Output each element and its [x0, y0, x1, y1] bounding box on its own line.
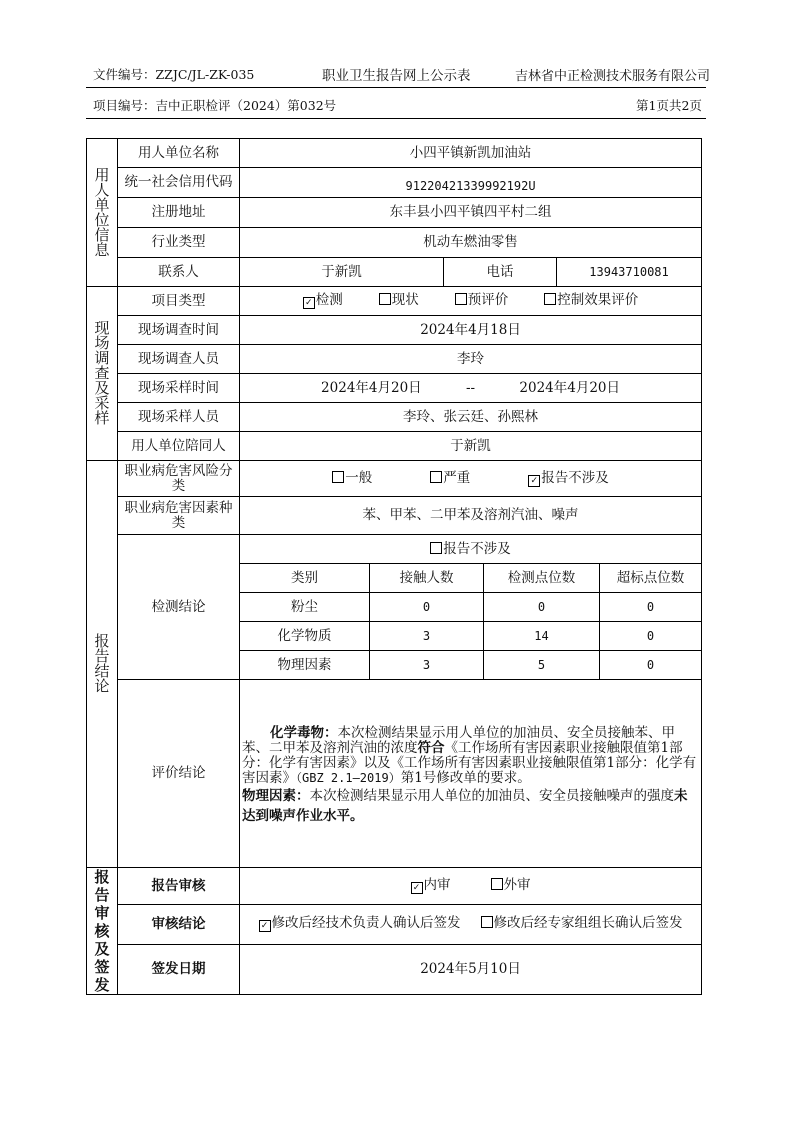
contact-label: 联系人 — [118, 258, 240, 287]
phys-result: 未达到噪声作业水平。 — [242, 787, 688, 824]
checkbox-icon — [455, 293, 467, 305]
phone: 13943710081 — [557, 258, 702, 287]
audit-label: 报告审核 — [118, 868, 240, 905]
sampling-separator: -- — [465, 379, 476, 396]
evaluation-text — [240, 680, 702, 868]
cell-exposed: 3 — [370, 622, 484, 651]
cell-category: 化学物质 — [240, 622, 370, 651]
survey-staff-label: 现场调查人员 — [118, 345, 240, 374]
employer-name-label: 用人单位名称 — [118, 139, 240, 168]
checkbox-icon — [430, 471, 442, 483]
survey-staff: 李玲 — [240, 345, 702, 374]
document-title: 职业卫生报告网上公示表 — [322, 68, 471, 84]
project-type-label: 项目类型 — [118, 287, 240, 316]
col-header-category: 类别 — [240, 564, 370, 593]
survey-group-label: 现 场 调 查 及 采 样 — [87, 287, 118, 461]
checkbox-icon — [491, 878, 503, 890]
sampling-time — [240, 374, 702, 403]
project-type-control-evaluation[interactable]: 控制效果评价 — [544, 293, 638, 308]
project-type-inspection[interactable]: ✓ 检测 — [303, 293, 343, 309]
contact: 于新凯 — [240, 258, 444, 287]
checkbox-icon — [481, 916, 493, 928]
risk-class-label: 职业病危害风险分类 — [118, 461, 240, 497]
checkbox-icon — [379, 293, 391, 305]
detection-not-applicable[interactable]: 报告不涉及 — [240, 535, 702, 564]
credit-code: 91220421339992192U — [240, 168, 702, 198]
industry: 机动车燃油零售 — [240, 228, 702, 258]
company-name: 吉林省中正检测技术服务有限公司 — [515, 69, 711, 84]
cell-points: 5 — [484, 651, 600, 680]
sampling-end: 2024年4月20日 — [519, 379, 621, 396]
conclusion-group-label: 报 告 结 论 — [87, 461, 118, 868]
detection-label: 检测结论 — [118, 535, 240, 680]
evaluation-label: 评价结论 — [118, 680, 240, 868]
industry-label: 行业类型 — [118, 228, 240, 258]
result-expert-lead[interactable]: 修改后经专家组组长确认后签发 — [481, 916, 683, 931]
checked-checkbox-icon: ✓ — [259, 920, 271, 932]
chem-title: 化学毒物： — [270, 724, 338, 741]
sampling-staff: 李玲、张云廷、孙熙林 — [240, 403, 702, 432]
phys-title: 物理因素： — [242, 787, 310, 804]
col-header-exposed: 接触人数 — [370, 564, 484, 593]
issue-date: 2024年5月10日 — [240, 944, 702, 994]
phys-text: 本次检测结果显示用人单位的加油员、安全员接触噪声的强度 — [309, 787, 674, 804]
factor-types: 苯、甲苯、二甲苯及溶剂汽油、噪声 — [240, 497, 702, 535]
checkbox-icon — [332, 471, 344, 483]
cell-exceed: 0 — [600, 593, 702, 622]
chem-conform: 符合 — [417, 739, 445, 756]
factor-type-label: 职业病危害因素种类 — [118, 497, 240, 535]
review-result-label: 审核结论 — [118, 905, 240, 944]
result-tech-lead[interactable]: ✓ 修改后经技术负责人确认后签发 — [259, 916, 461, 932]
checkbox-icon — [544, 293, 556, 305]
cell-exceed: 0 — [600, 651, 702, 680]
survey-time-label: 现场调查时间 — [118, 316, 240, 345]
risk-class-options — [240, 461, 702, 497]
cell-exposed: 0 — [370, 593, 484, 622]
report-table — [86, 138, 702, 995]
address-label: 注册地址 — [118, 198, 240, 228]
employer-group-label: 用 人 单 位 信 息 — [87, 139, 118, 287]
checked-checkbox-icon: ✓ — [528, 475, 540, 487]
file-number: 文件编号：ZZJC/JL-ZK-035 — [93, 67, 255, 82]
cell-points: 14 — [484, 622, 600, 651]
col-header-points: 检测点位数 — [484, 564, 600, 593]
employer-name: 小四平镇新凯加油站 — [240, 139, 702, 168]
credit-code-label: 统一社会信用代码 — [118, 168, 240, 198]
checked-checkbox-icon: ✓ — [411, 882, 423, 894]
cell-points: 0 — [484, 593, 600, 622]
checked-checkbox-icon: ✓ — [303, 297, 315, 309]
sampling-time-label: 现场采样时间 — [118, 374, 240, 403]
project-type-pre-evaluation[interactable]: 预评价 — [455, 293, 509, 308]
risk-general[interactable]: 一般 — [332, 471, 372, 486]
col-header-exceed: 超标点位数 — [600, 564, 702, 593]
cell-category: 粉尘 — [240, 593, 370, 622]
page-info: 第1页共2页 — [636, 98, 702, 113]
chem-text-1: 本次检测结果显示用人单位的加油员、安全员接触苯、甲苯、二甲苯及溶剂汽油的浓度 — [242, 724, 675, 756]
chem-text-2: 《工作场所有害因素职业接触限值第1部分：化学有害因素》以及《工作场所有害因素职业接触限值第1部分：化学有害因素》 — [242, 739, 697, 786]
address: 东丰县小四平镇四平村二组 — [240, 198, 702, 228]
cell-exposed: 3 — [370, 651, 484, 680]
phone-label: 电话 — [444, 258, 557, 287]
header-rule-top — [86, 87, 706, 88]
issue-date-label: 签发日期 — [118, 944, 240, 994]
cell-exceed: 0 — [600, 622, 702, 651]
chem-standard: （GBZ 2.1—2019） — [296, 770, 401, 785]
review-result-options — [240, 905, 702, 944]
project-type-options — [240, 287, 702, 316]
review-group-label: 报 告 审 核 及 签 发 — [87, 868, 118, 995]
risk-not-applicable[interactable]: ✓ 报告不涉及 — [528, 471, 609, 487]
header-rule-bottom — [86, 118, 706, 119]
sampling-staff-label: 现场采样人员 — [118, 403, 240, 432]
audit-options — [240, 868, 702, 905]
checkbox-icon — [430, 542, 442, 554]
audit-external[interactable]: 外审 — [491, 878, 531, 893]
cell-category: 物理因素 — [240, 651, 370, 680]
sampling-start: 2024年4月20日 — [321, 379, 422, 396]
audit-internal[interactable]: ✓ 内审 — [411, 878, 451, 894]
project-type-status[interactable]: 现状 — [379, 293, 419, 308]
escort: 于新凯 — [240, 432, 702, 461]
project-number: 项目编号：吉中正职检评（2024）第032号 — [93, 98, 337, 113]
chem-text-3: 第1号修改单的要求。 — [400, 769, 531, 786]
risk-severe[interactable]: 严重 — [430, 471, 470, 486]
escort-label: 用人单位陪同人 — [118, 432, 240, 461]
survey-time: 2024年4月18日 — [240, 316, 702, 345]
